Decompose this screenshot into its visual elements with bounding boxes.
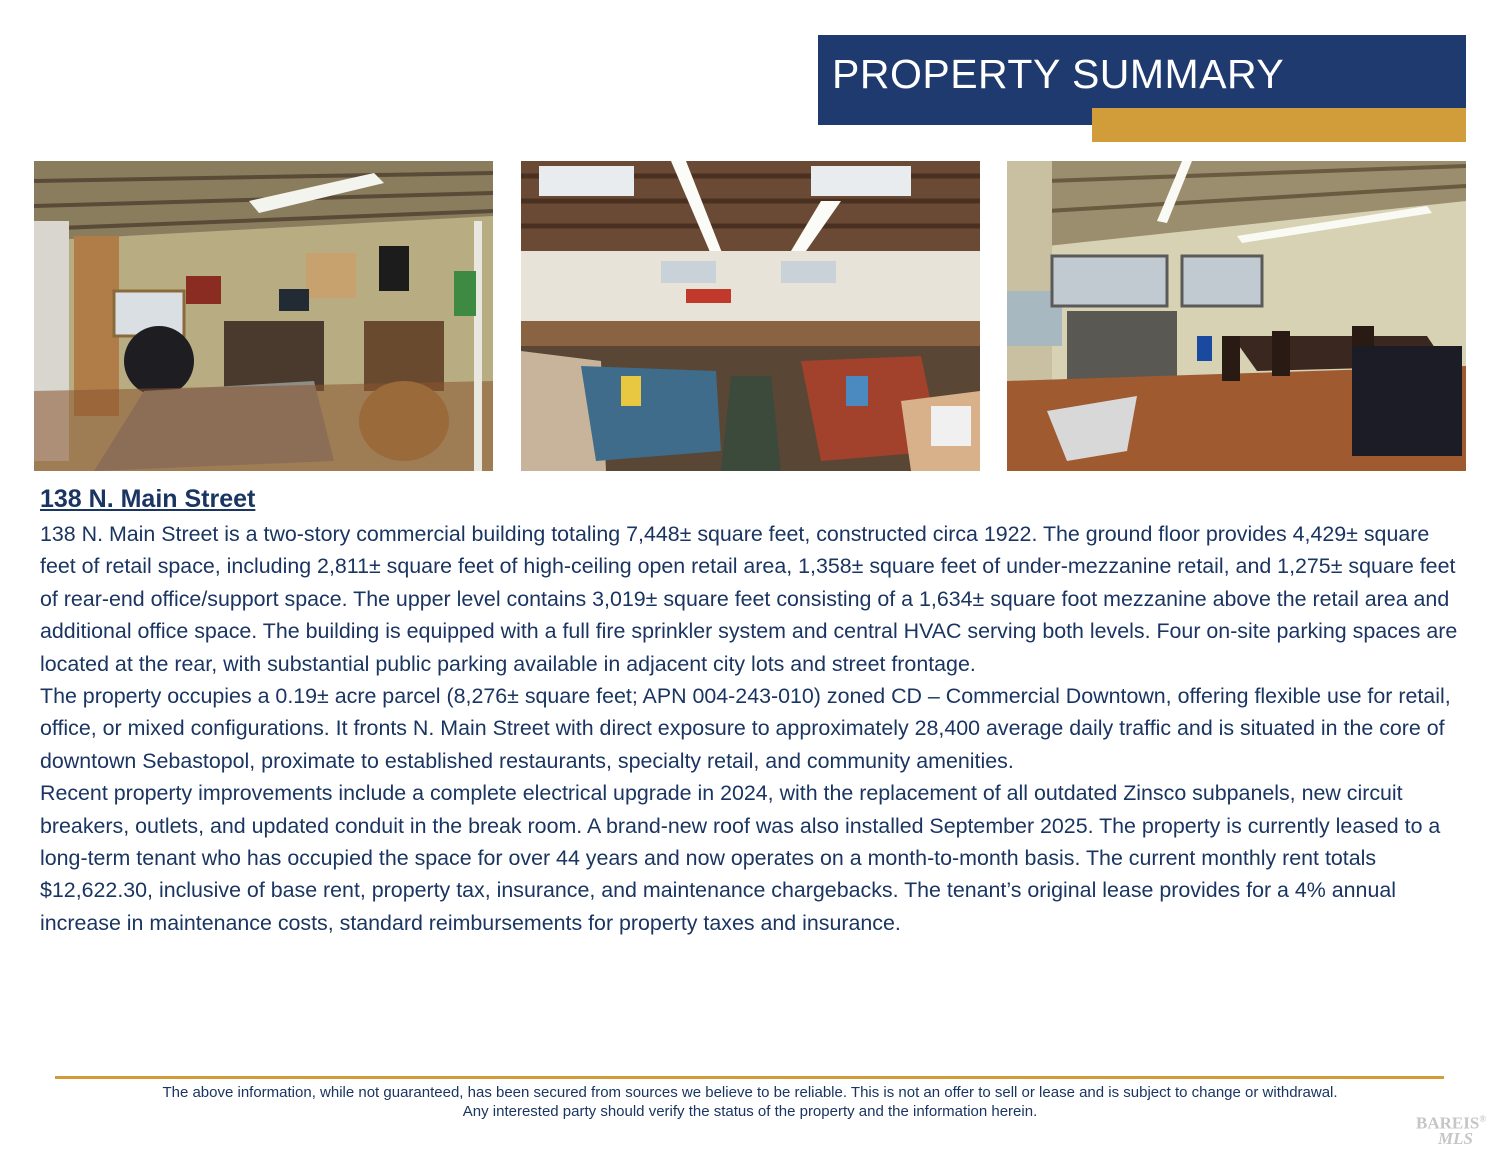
disclaimer-line-1: The above information, while not guaranteed, has been secured from sources we believe to be reliable. This is not an offer to sell or lease and is subject to change or withdrawal. [162,1084,1338,1101]
property-description [40,481,1468,939]
office-room-photo [34,161,493,471]
property-heading: 138 N. Main Street [40,485,256,513]
bookstore-retail-floor-photo [521,161,980,471]
paragraph-parcel-location: The property occupies a 0.19± acre parcel (8,276± square feet; APN 004-243-010) zoned CD – Commercial Downtown, offering flexible use for retail, office, or mixed configurations. It fronts N. Main Street with direct exposure to approximately 28,400 average daily traffic and is situated in the core of downtown Sebastopol, proximate to established restaurants, specialty retail, and community amenities. [40,684,1451,773]
footer-divider [55,1076,1444,1079]
logo-line-2: MLS [1438,1128,1473,1148]
bareis-mls-logo [1416,1112,1496,1148]
disclaimer [0,1083,1500,1121]
disclaimer-line-2: Any interested party should verify the status of the property and the information herein. [462,1103,1038,1120]
logo-line-1: BAREIS [1416,1113,1480,1133]
title-accent-bar [1092,108,1466,142]
paragraph-building-overview: 138 N. Main Street is a two-story commercial building totaling 7,448± square feet, constructed circa 1922. The ground floor provides 4,429± square feet of retail space, including 2,811± square feet of high-ceiling open retail area, 1,358± square feet of under-mezzanine retail, and 1,275± square feet of rear-end office/support space. The upper level contains 3,019± square feet consisting of a 1,634± square foot mezzanine above the retail area and additional office space. The building is equipped with a full fire sprinkler system and central HVAC serving both levels. Four on-site parking spaces are located at the rear, with substantial public parking available in adjacent city lots and street frontage. [40,522,1458,676]
registered-mark: ® [1479,1114,1487,1124]
break-room-photo [1007,161,1466,471]
page-title: PROPERTY SUMMARY [832,51,1285,97]
paragraph-improvements-lease: Recent property improvements include a complete electrical upgrade in 2024, with the replacement of all outdated Zinsco subpanels, new circuit breakers, outlets, and updated conduit in the break room. A brand-new roof was also installed September 2025. The property is currently leased to a long-term tenant who has occupied the space for over 44 years and now operates on a month-to-month basis. The current monthly rent totals $12,622.30, inclusive of base rent, property tax, insurance, and maintenance chargebacks. The tenant’s original lease provides for a 4% annual increase in maintenance costs, standard reimbursements for property taxes and insurance. [40,781,1441,935]
